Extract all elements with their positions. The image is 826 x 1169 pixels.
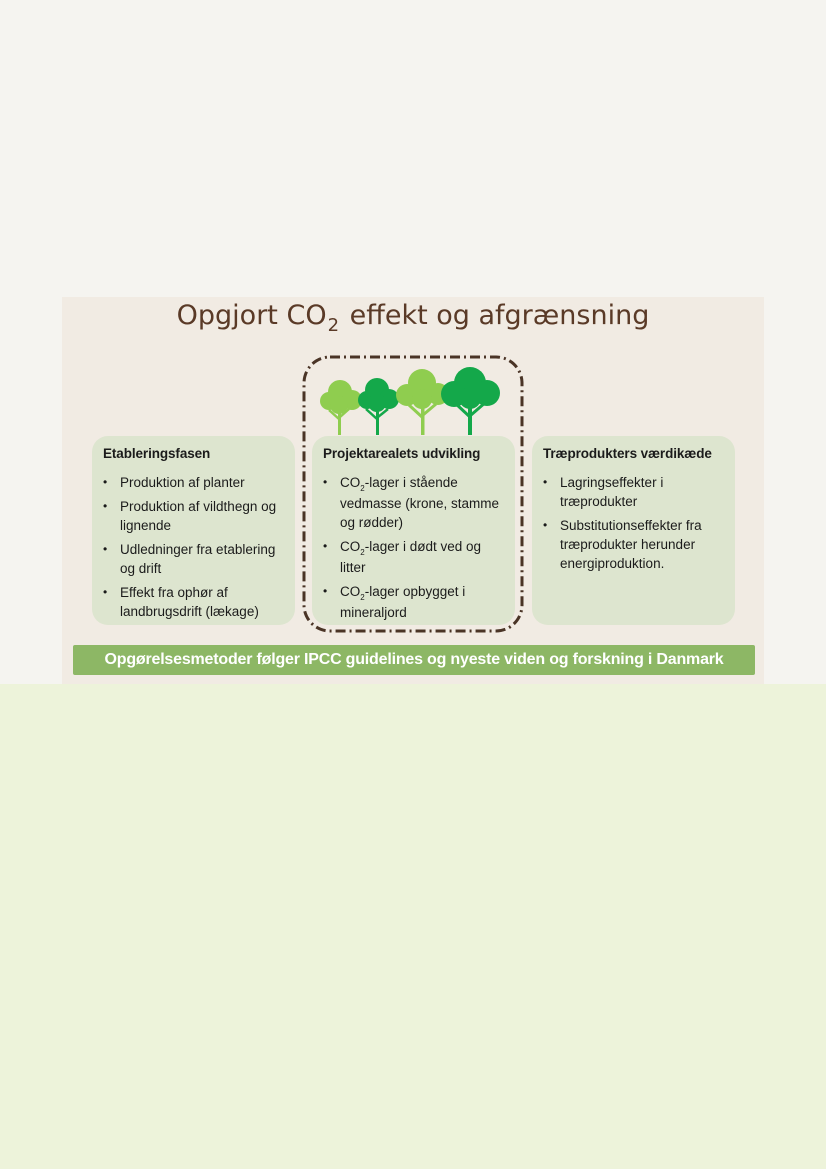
list-item: • Effekt fra ophør af landbrugsdrift (lækage): [120, 583, 285, 621]
co2-subscript: 2: [360, 484, 365, 493]
list-item: • Lagringseffekter i træprodukter: [560, 473, 725, 511]
list-item: • Produktion af vildthegn og lignende: [120, 497, 285, 535]
list-item: • Produktion af planter: [120, 473, 285, 492]
card-projektarealets-udvikling: [312, 436, 515, 625]
card-list: [103, 473, 285, 621]
card-list: [323, 473, 505, 622]
diagram-title: [62, 297, 764, 337]
card-title: Projektarealets udvikling: [323, 446, 481, 461]
trees-icon: [315, 367, 508, 437]
title-text: Opgjort CO: [176, 300, 327, 331]
list-item-text: -lager opbygget i mineraljord: [340, 584, 466, 620]
list-item: • Udledninger fra etablering og drift: [120, 540, 285, 578]
list-item-text: -lager i dødt ved og litter: [340, 539, 482, 575]
card-title: Etableringsfasen: [103, 446, 211, 461]
diagram-slide: [62, 297, 764, 684]
title-subscript: 2: [327, 315, 340, 336]
list-item: [340, 473, 505, 532]
co2-subscript: 2: [360, 548, 365, 557]
co2-label: CO: [340, 539, 361, 554]
card-traeprodukters-vaerdikaede: [532, 436, 735, 625]
card-etableringsfasen: [92, 436, 295, 625]
list-item: [340, 582, 505, 622]
card-list: [543, 473, 725, 573]
co2-subscript: 2: [360, 593, 365, 602]
card-title: Træprodukters værdikæde: [543, 446, 712, 461]
list-item: [340, 537, 505, 577]
list-item: • Substitutionseffekter fra træprodukter herunder energiproduktion.: [560, 516, 725, 573]
methods-banner: Opgørelsesmetoder følger IPCC guidelines og nyeste viden og forskning i Danmark: [73, 645, 755, 675]
co2-label: CO: [340, 584, 361, 599]
list-item-text: -lager i stående vedmasse (krone, stamme og rødder): [340, 475, 500, 530]
co2-label: CO: [340, 475, 361, 490]
title-text-rest: effekt og afgrænsning: [341, 300, 650, 331]
